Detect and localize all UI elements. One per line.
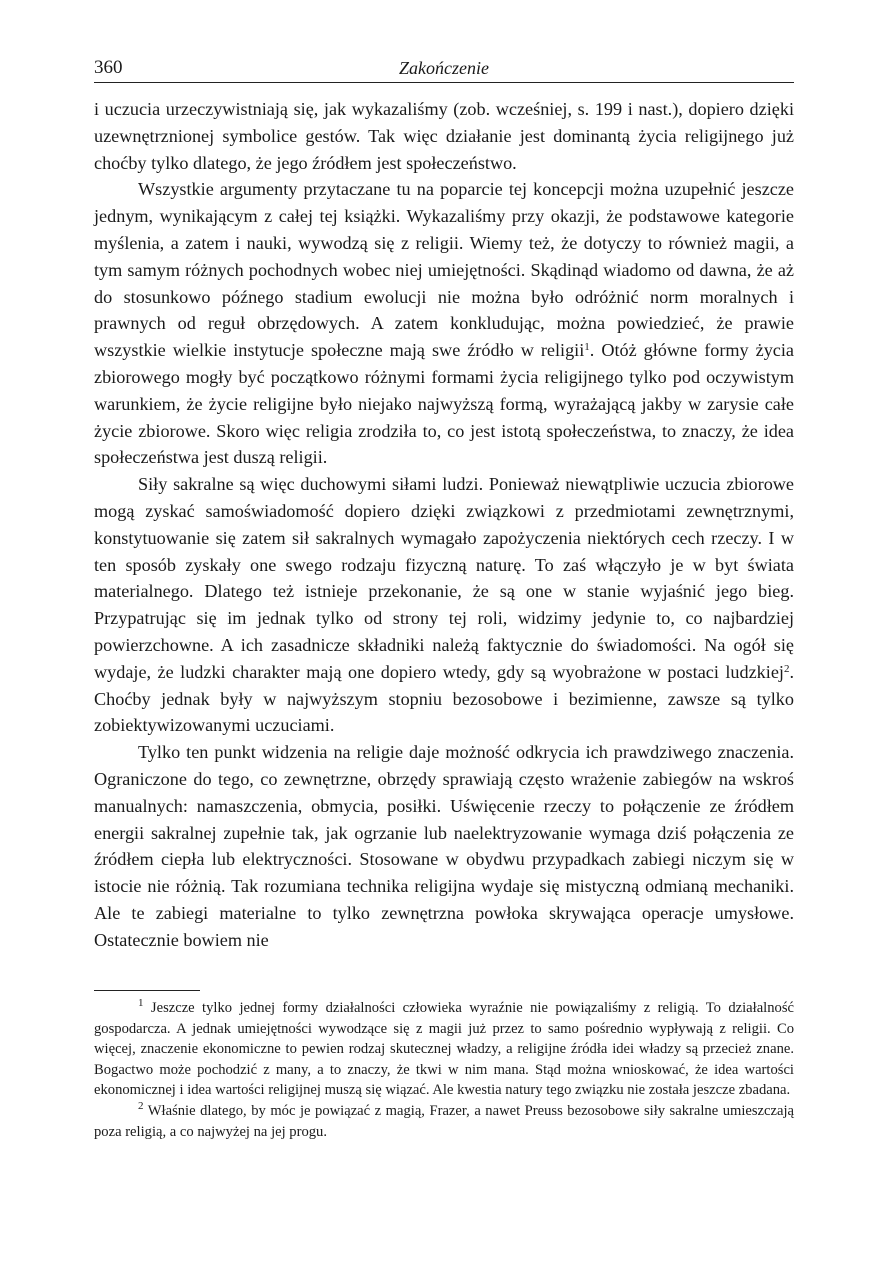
main-text: [94, 96, 794, 954]
footnote-ref[interactable]: 2: [783, 662, 790, 675]
footnote-marker: 2: [138, 1099, 144, 1112]
footnote-text: Właśnie dlatego, by móc je powiązać z magią, Frazer, a nawet Preuss bezosobowe siły sakralne umieszczają poza religią, a co najwyżej na jej progu.: [94, 1102, 794, 1140]
running-head: Zakończenie: [399, 58, 489, 78]
footnote-separator: [94, 990, 200, 991]
page-header: [94, 56, 794, 83]
paragraph: i uczucia urzeczywistniają się, jak wykazaliśmy (zob. wcześniej, s. 199 i nast.), dopiero dzięki uzewnętrznionej symbolice gestów. Tak więc działanie jest dominantą życia religijnego już choćby tylko dlatego, że jego źródłem jest społeczeństwo.: [94, 99, 794, 173]
footnotes: [94, 998, 794, 1142]
footnote-ref[interactable]: 1: [584, 341, 590, 354]
footnote: [94, 1101, 794, 1142]
paragraph: Tylko ten punkt widzenia na religie daje możność odkrycia ich prawdziwego znaczenia. Ograniczone do tego, co zewnętrzne, obrzędy sprawiają często wrażenie zabiegów na wskroś manualnych: namaszczenia, obmycia, posiłki. Uświęcenie rzeczy to połączenie ze źródłem energii sakralnej zupełnie tak, jak ogrzanie lub naelektryzowanie wymaga dziś połączenia ze źródłem ciepła lub elektryczności. Stosowane w obydwu przypadkach zabiegi niczym się w istocie nie różnią. Tak rozumiana technika religijna wydaje się mistyczną odmianą mechaniki. Ale te zabiegi materialne to tylko zewnętrzna powłoka skrywająca operacje umysłowe. Ostatecznie bowiem nie: [94, 742, 794, 950]
paragraph: Wszystkie argumenty przytaczane tu na poparcie tej koncepcji można uzupełnić jeszcze jednym, wynikającym z całej tej książki. Wykazaliśmy przy okazji, że podstawowe kategorie myślenia, a zatem i nauki, wywodzą się z religii. Wiemy też, że dotyczy to również magii, a tym samym różnych pochodnych wobec niej umiejętności. Skądinąd wiadomo od dawna, że aż do stosunkowo późnego stadium ewolucji nie można było odróżnić norm moralnych i prawnych od reguł obrzędowych. A zatem konkludując, można powiedzieć, że prawie wszystkie wielkie instytucje społeczne mają swe źródło w religii$^1$. Otóż główne formy życia zbiorowego mogły być początkowo różnymi formami życia religijnego tylko pod oczywistym warunkiem, że życie religijne było niejako najwyższą formą, wyrażającą jakby w zarysie całe życie zbiorowe. Skoro więc religia zrodziła to, co jest istotą społeczeństwa, to znaczy, że idea społeczeństwa jest duszą religii.: [94, 179, 794, 468]
paragraph: Siły sakralne są więc duchowymi siłami ludzi. Ponieważ niewątpliwie uczucia zbiorowe mogą zyskać samoświadomość dopiero dzięki związkowi z przedmiotami zewnętrznymi, konstytuowanie się zatem sił sakralnych wymagało zapożyczenia niektórych cech rzeczy. I w ten sposób zyskały one swego rodzaju fizyczną naturę. To zaś włączyło je w byt świata materialnego. Dlatego też istnieje przekonanie, że są one w stanie wyjaśnić jego bieg. Przypatrując się im jednak tylko od strony tej roli, widzimy jedynie to, co najbardziej powierzchowne. A ich zasadnicze składniki należą faktycznie do świadomości. Na ogół się wydaje, że ludzki charakter mają one dopiero wtedy, gdy są wyobrażone w postaci ludzkiej$^2$. Choćby jednak były w najwyższym stopniu bezosobowe i bezimienne, zawsze są tylko zobiektywizowanymi uczuciami.: [94, 474, 794, 736]
footnote: [94, 998, 794, 1101]
footnote-text: Jeszcze tylko jednej formy działalności człowieka wyraźnie nie powiązaliśmy z religią. To działalność gospodarcza. A jednak umiejętności wywodzące się z magii już przez to samo pośrednio wypływają z religii. Co więcej, znaczenie ekonomiczne to pewien rodzaj skutecznej władzy, a religijne źródła idei władzy są przecież znane. Bogactwo może pochodzić z many, a to znaczy, że tkwi w nim mana. Stąd można wnioskować, że idea wartości ekonomicznej i idea wartości religijnej muszą się wiązać. Ale kwestia natury tego związku nie została jeszcze zbadana.: [94, 1000, 794, 1099]
page-number: 360: [94, 57, 123, 78]
footnote-marker: 1: [138, 997, 144, 1009]
